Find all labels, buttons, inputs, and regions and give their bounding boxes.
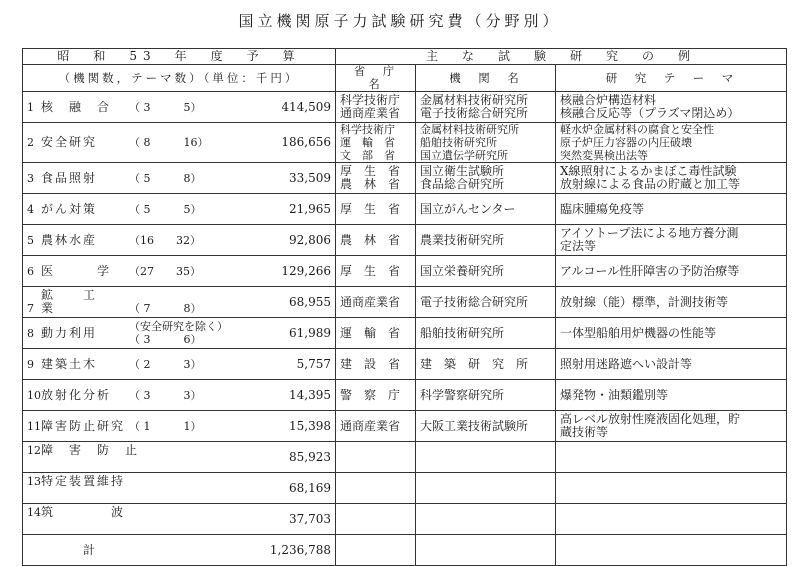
ministry-cell: [336, 442, 416, 473]
budget-cell: 92,806: [261, 225, 336, 256]
table-row: [23, 349, 787, 380]
row-number: 14: [27, 506, 41, 519]
row-number: 9: [27, 357, 34, 371]
field-name: 農林水産: [41, 232, 98, 247]
table-row: [23, 123, 787, 163]
institution-line: 大阪工業技術試験所: [420, 419, 529, 433]
budget-table: [22, 48, 787, 566]
theme-line: 放射線（能）標準，計測技術等: [560, 295, 729, 309]
theme-cell: [556, 123, 787, 163]
field-name: 動力利用: [41, 325, 98, 340]
field-name: 特定装置維持: [41, 474, 126, 488]
table-row: [23, 256, 787, 287]
ministry-line: 建 設 省: [340, 357, 401, 371]
ministry-cell: [336, 349, 416, 380]
ministry-cell: [336, 287, 416, 318]
theme-line: 放射線による食品の貯蔵と加工等: [560, 178, 741, 191]
field-name: 鉱 工 業: [41, 288, 126, 315]
row-number: 11: [27, 419, 41, 433]
institution-line: 金属材料技術研究所: [420, 94, 529, 107]
ministry-cell: [336, 411, 416, 442]
theme-cell: [556, 442, 787, 473]
row-number: 6: [27, 264, 34, 278]
ministry-line: 厚 生 省: [340, 264, 401, 278]
institution-line: 船舶技術研究所: [420, 136, 497, 149]
theme-cell: [556, 92, 787, 123]
theme-cell: [556, 318, 787, 349]
institution-line: 国立遺伝学研究所: [420, 149, 508, 162]
field-cell: [23, 442, 261, 473]
counts: （ 3 5）: [129, 100, 202, 114]
theme-cell: [556, 349, 787, 380]
counts: （27 35）: [129, 264, 201, 278]
field-cell: [23, 287, 261, 318]
budget-cell: 14,395: [261, 380, 336, 411]
theme-line: X線照射によるかまぼこ毒性試験: [560, 165, 737, 178]
ministry-cell: [336, 163, 416, 194]
ministry-line: 農 林 省: [340, 178, 401, 191]
institution-cell: [416, 473, 556, 504]
field-name: 食品照射: [41, 170, 98, 185]
field-name: 核 融 合: [41, 99, 112, 114]
field-name: 筑 波: [41, 505, 126, 519]
table-row: [23, 473, 787, 504]
ministry-line: 厚 生 省: [340, 202, 401, 216]
row-number: 4: [27, 202, 34, 216]
counts: （ 3 3）: [129, 388, 202, 402]
row-number: 13: [27, 475, 41, 488]
examples-header: 主 な 試 験 研 究 の 例: [336, 49, 787, 65]
table-row: [23, 504, 787, 535]
ministry-cell: [336, 473, 416, 504]
theme-cell: [556, 163, 787, 194]
ministry-cell: [336, 256, 416, 287]
institution-cell: [416, 225, 556, 256]
institution-cell: [416, 256, 556, 287]
ministry-line: 科学技術庁: [340, 123, 395, 136]
ministry-cell: [336, 380, 416, 411]
ministry-line: 通商産業省: [340, 107, 401, 120]
institution-cell: [416, 163, 556, 194]
budget-cell: 37,703: [261, 504, 336, 535]
theme-header: 研 究 テ ー マ: [556, 65, 787, 92]
institution-cell: [416, 411, 556, 442]
theme-line: アルコール性肝障害の予防治療等: [560, 264, 740, 278]
budget-cell: 85,923: [261, 442, 336, 473]
theme-cell: [556, 380, 787, 411]
institution-line: 国立衛生試験所: [420, 165, 505, 178]
budget-cell: 61,989: [261, 318, 336, 349]
row-number: 2: [27, 136, 34, 149]
budget-subheader: （機関数，テーマ数）（単位：千円）: [23, 65, 336, 92]
institution-cell: [416, 287, 556, 318]
row-number: 1: [27, 100, 34, 114]
counts: （ 2 3）: [129, 357, 202, 371]
institution-line: 電子技術総合研究所: [420, 295, 529, 309]
institution-header: 機 関 名: [416, 65, 556, 92]
row-number: 5: [27, 233, 34, 247]
field-cell: [23, 163, 261, 194]
institution-cell: [416, 504, 556, 535]
table-row: [23, 318, 787, 349]
institution-cell: [416, 318, 556, 349]
ministry-cell: [336, 123, 416, 163]
institution-cell: [416, 442, 556, 473]
field-cell: [23, 256, 261, 287]
theme-cell: [556, 473, 787, 504]
field-cell: [23, 92, 261, 123]
table-row: [23, 287, 787, 318]
theme-line: 高レベル放射性廃液固化処理，貯: [560, 413, 741, 426]
field-cell: [23, 318, 261, 349]
table-row: [23, 442, 787, 473]
field-cell: [23, 380, 261, 411]
theme-line: 爆発物・油類鑑別等: [560, 388, 669, 402]
budget-cell: 68,169: [261, 473, 336, 504]
row-number: 10: [27, 388, 41, 402]
budget-cell: 68,955: [261, 287, 336, 318]
institution-line: 電子技術総合研究所: [420, 107, 529, 120]
field-name: 障 害 防 止: [41, 443, 140, 457]
institution-line: 科学警察研究所: [420, 388, 505, 402]
total-budget: 1,236,788: [261, 535, 336, 566]
budget-header: 昭 和 53 年 度 予 算: [23, 49, 336, 65]
ministry-cell: [336, 504, 416, 535]
institution-cell: [416, 123, 556, 163]
theme-line: 突然変異検出法等: [560, 149, 648, 162]
counts: （ 5 8）: [129, 171, 202, 185]
field-name: 放射化分析: [41, 387, 112, 402]
field-cell: [23, 123, 261, 163]
budget-cell: 33,509: [261, 163, 336, 194]
field-name: がん対策: [41, 201, 98, 216]
field-name: 医 学: [41, 263, 112, 278]
ministry-line: 通商産業省: [340, 295, 401, 309]
theme-line: 核融合反応等（プラズマ閉込め）: [560, 107, 740, 120]
budget-cell: 5,757: [261, 349, 336, 380]
field-cell: [23, 411, 261, 442]
theme-cell: [556, 194, 787, 225]
theme-cell: [556, 287, 787, 318]
row-number: 12: [27, 444, 41, 457]
budget-cell: 414,509: [261, 92, 336, 123]
theme-line: 照射用迷路遮へい設計等: [560, 357, 693, 371]
institution-line: 国立栄養研究所: [420, 264, 505, 278]
institution-line: 船舶技術研究所: [420, 326, 505, 340]
budget-cell: 186,656: [261, 123, 336, 163]
budget-cell: 21,965: [261, 194, 336, 225]
ministry-line: 通商産業省: [340, 419, 401, 433]
total-label: 計: [23, 535, 261, 566]
budget-cell: 129,266: [261, 256, 336, 287]
ministry-line: 科学技術庁: [340, 94, 401, 107]
counts: （ 5 5）: [129, 202, 202, 216]
institution-cell: [416, 380, 556, 411]
table-row: [23, 225, 787, 256]
counts: （安全研究を除く） （ 3 6）: [129, 320, 228, 346]
field-name: 建築土木: [41, 356, 98, 371]
counts: （ 7 8）: [129, 302, 202, 315]
theme-line: 一体型船舶用炉機器の性能等: [560, 326, 717, 340]
ministry-line: 農 林 省: [340, 233, 401, 247]
table-row: [23, 411, 787, 442]
theme-line: 定法等: [560, 240, 597, 253]
ministry-header: 省 庁 名: [336, 65, 416, 92]
theme-line: 軽水炉金属材料の腐食と安全性: [560, 123, 714, 136]
theme-cell: [556, 225, 787, 256]
institution-cell: [416, 194, 556, 225]
table-row: [23, 194, 787, 225]
field-cell: [23, 349, 261, 380]
ministry-cell: [336, 225, 416, 256]
counts: （ 8 16）: [129, 136, 209, 149]
field-cell: [23, 194, 261, 225]
theme-cell: [556, 411, 787, 442]
page-title: 国立機関原子力試験研究費（分野別）: [238, 12, 562, 30]
institution-line: 食品総合研究所: [420, 178, 505, 191]
institution-cell: [416, 349, 556, 380]
ministry-line: 文 部 省: [340, 149, 395, 162]
row-number: 7: [27, 302, 34, 315]
table-row: [23, 163, 787, 194]
institution-line: 建 築 研 究 所: [420, 357, 529, 371]
theme-cell: [556, 504, 787, 535]
theme-line: 原子炉圧力容器の内圧破壊: [560, 136, 692, 149]
field-cell: [23, 504, 261, 535]
institution-line: 国立がんセンター: [420, 202, 516, 216]
row-number: 3: [27, 171, 34, 185]
field-cell: [23, 473, 261, 504]
table-row: [23, 380, 787, 411]
ministry-line: 警 察 庁: [340, 388, 401, 402]
ministry-cell: [336, 194, 416, 225]
ministry-line: 運 輸 省: [340, 136, 395, 149]
ministry-line: 運 輸 省: [340, 326, 401, 340]
theme-cell: [556, 256, 787, 287]
field-cell: [23, 225, 261, 256]
institution-cell: [416, 92, 556, 123]
institution-line: 金属材料技術研究所: [420, 123, 519, 136]
field-name: 障害防止研究: [41, 418, 126, 433]
theme-line: アイソトープ法による地方養分測: [560, 227, 739, 240]
ministry-cell: [336, 92, 416, 123]
counts: （16 32）: [129, 233, 201, 247]
theme-line: 核融合炉構造材料: [560, 94, 657, 107]
field-name: 安全研究: [41, 135, 98, 149]
table-row: [23, 92, 787, 123]
theme-line: 蔵技術等: [560, 426, 609, 439]
theme-line: 臨床腫瘍免疫等: [560, 202, 645, 216]
row-number: 8: [27, 326, 34, 340]
budget-cell: 15,398: [261, 411, 336, 442]
ministry-line: 厚 生 省: [340, 165, 401, 178]
ministry-cell: [336, 318, 416, 349]
institution-line: 農業技術研究所: [420, 233, 505, 247]
counts: （ 1 1）: [129, 419, 202, 433]
